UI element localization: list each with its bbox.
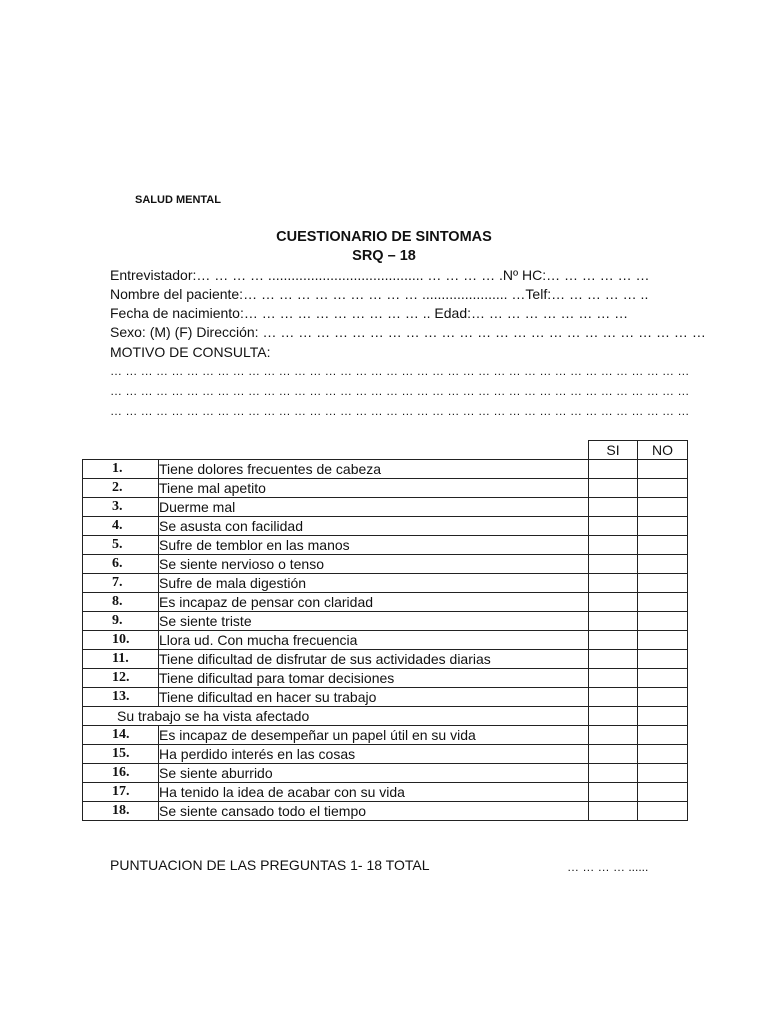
question-number [83,536,159,555]
answer-si-cell[interactable] [589,669,638,688]
answer-no-cell[interactable] [638,612,688,631]
question-number-text: 3. [112,499,123,514]
answer-no-cell[interactable] [638,631,688,650]
question-number-text: 2. [112,480,123,495]
answer-no-cell[interactable] [638,764,688,783]
question-number [83,802,159,821]
table-row [83,517,688,536]
answer-no-cell[interactable] [638,726,688,745]
table-row [83,650,688,669]
question-number [83,726,159,745]
answer-si-cell[interactable] [589,726,638,745]
symptom-table [82,440,688,821]
question-number-text: 1. [112,461,123,476]
column-header-no: NO [638,441,688,460]
answer-no-cell[interactable] [638,555,688,574]
question-number [83,669,159,688]
answer-no-cell[interactable] [638,650,688,669]
answer-no-cell[interactable] [638,460,688,479]
consultation-reason-line[interactable]: … … … … … … … … … … … … … … … … … … … … … … … … … … … … … … … … … … … … … … [110,364,690,378]
question-text: Se siente nervioso o tenso [159,555,589,574]
question-number [83,688,159,707]
question-number-text: 5. [112,537,123,552]
answer-si-cell[interactable] [589,479,638,498]
table-row [83,555,688,574]
answer-no-cell[interactable] [638,745,688,764]
question-text: Duerme mal [159,498,589,517]
question-number [83,498,159,517]
question-number-text: 13. [112,689,130,704]
answer-no-cell[interactable] [638,536,688,555]
question-number [83,460,159,479]
total-score-label: PUNTUACION DE LAS PREGUNTAS 1- 18 TOTAL [110,857,430,873]
table-row [83,593,688,612]
answer-si-cell[interactable] [589,593,638,612]
answer-no-cell[interactable] [638,688,688,707]
question-text: Tiene dificultad en hacer su trabajo [159,688,589,707]
answer-no-cell[interactable] [638,802,688,821]
question-subtext: Su trabajo se ha vista afectado [83,707,589,726]
table-row [83,669,688,688]
answer-si-cell[interactable] [589,783,638,802]
answer-si-cell[interactable] [589,802,638,821]
consultation-reason-label: MOTIVO DE CONSULTA: [110,344,271,360]
answer-no-cell[interactable] [638,593,688,612]
question-text: Se siente cansado todo el tiempo [159,802,589,821]
answer-si-cell[interactable] [589,612,638,631]
table-row [83,745,688,764]
question-text: Se siente aburrido [159,764,589,783]
answer-si-cell[interactable] [589,745,638,764]
table-row [83,574,688,593]
answer-no-cell[interactable] [638,574,688,593]
table-row [83,726,688,745]
table-row [83,802,688,821]
question-number [83,783,159,802]
interviewer-field[interactable]: Entrevistador:… … … … ........................................ … … … … .Nº HC:… … … … … … [110,267,650,283]
question-number [83,650,159,669]
answer-si-cell[interactable] [589,631,638,650]
table-row [83,764,688,783]
answer-no-cell[interactable] [638,479,688,498]
answer-si-cell[interactable] [589,460,638,479]
question-text: Tiene dolores frecuentes de cabeza [159,460,589,479]
question-number [83,479,159,498]
column-header-si: SI [589,441,638,460]
question-number [83,745,159,764]
question-number-text: 8. [112,594,123,609]
table-row [83,612,688,631]
question-text: Tiene mal apetito [159,479,589,498]
total-score-field[interactable]: … … … … ...... [567,860,649,874]
question-number [83,555,159,574]
question-number [83,764,159,783]
page-title: CUESTIONARIO DE SINTOMAS [276,229,492,245]
answer-si-cell[interactable] [589,498,638,517]
question-text: Ha tenido la idea de acabar con su vida [159,783,589,802]
question-number-text: 15. [112,746,130,761]
question-text: Es incapaz de pensar con claridad [159,593,589,612]
sex-address-field[interactable]: Sexo: (M) (F) Dirección: … … … … … … … … … … … … … … … … … … … … … … … … … [110,324,706,340]
question-number-text: 12. [112,670,130,685]
table-row [83,536,688,555]
answer-si-cell[interactable] [589,555,638,574]
birth-date-field[interactable]: Fecha de nacimiento:… … … … … … … … … … .. Edad:… … … … … … … … … [110,305,629,321]
answer-si-cell[interactable] [589,517,638,536]
answer-si-cell[interactable] [589,707,638,726]
answer-no-cell[interactable] [638,669,688,688]
table-row [83,479,688,498]
consultation-reason-line[interactable]: … … … … … … … … … … … … … … … … … … … … … … … … … … … … … … … … … … … … … … [110,404,690,418]
table-row [83,783,688,802]
question-number-text: 4. [112,518,123,533]
question-text: Es incapaz de desempeñar un papel útil en su vida [159,726,589,745]
question-text: Tiene dificultad para tomar decisiones [159,669,589,688]
table-row [83,688,688,707]
consultation-reason-line[interactable]: … … … … … … … … … … … … … … … … … … … … … … … … … … … … … … … … … … … … … … [110,384,690,398]
question-number-text: 18. [112,803,130,818]
answer-no-cell[interactable] [638,707,688,726]
question-number-text: 14. [112,727,130,742]
page-subtitle: SRQ – 18 [352,248,416,264]
answer-si-cell[interactable] [589,536,638,555]
question-text: Se asusta con facilidad [159,517,589,536]
question-text: Llora ud. Con mucha frecuencia [159,631,589,650]
answer-si-cell[interactable] [589,688,638,707]
question-text: Se siente triste [159,612,589,631]
answer-no-cell[interactable] [638,517,688,536]
question-number-text: 17. [112,784,130,799]
question-number-text: 16. [112,765,130,780]
question-number [83,574,159,593]
table-row [83,631,688,650]
table-row [83,460,688,479]
question-text: Ha perdido interés en las cosas [159,745,589,764]
section-label: SALUD MENTAL [135,194,221,206]
patient-name-field[interactable]: Nombre del paciente:… … … … … … … … … … ...................... …Telf:… … … … … .. [110,286,649,302]
answer-si-cell[interactable] [589,764,638,783]
table-header-row [83,441,688,460]
question-text: Sufre de temblor en las manos [159,536,589,555]
question-number [83,593,159,612]
question-number-text: 9. [112,613,123,628]
question-text: Sufre de mala digestión [159,574,589,593]
question-number [83,612,159,631]
question-number-text: 11. [112,651,129,666]
answer-si-cell[interactable] [589,574,638,593]
answer-si-cell[interactable] [589,650,638,669]
question-number-text: 7. [112,575,123,590]
question-number [83,517,159,536]
table-row [83,707,688,726]
question-number-text: 6. [112,556,123,571]
table-row [83,498,688,517]
answer-no-cell[interactable] [638,783,688,802]
question-text: Tiene dificultad de disfrutar de sus actividades diarias [159,650,589,669]
question-number-text: 10. [112,632,130,647]
answer-no-cell[interactable] [638,498,688,517]
question-number [83,631,159,650]
